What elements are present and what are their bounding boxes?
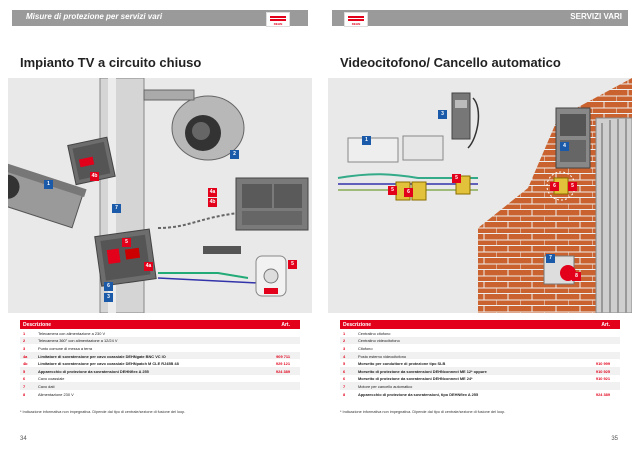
row-number: 2	[23, 338, 26, 344]
table-row	[20, 359, 300, 367]
row-description: Cavo coassiale	[38, 376, 65, 382]
table-row	[20, 375, 300, 383]
label-7: 7	[546, 254, 555, 263]
row-number: 4a	[23, 353, 28, 359]
label-5-socket: 5	[288, 260, 297, 269]
row-description: Centralino citofono	[358, 330, 391, 336]
left-page-number: 34	[20, 436, 27, 442]
label-5: 5	[388, 186, 397, 195]
table-header	[20, 320, 300, 329]
right-page-title: Videocitofono/ Cancello automatico	[340, 55, 561, 70]
row-number: 2	[343, 338, 346, 344]
col-descrizione: Descrizione	[23, 322, 52, 328]
row-article: 910 999	[595, 361, 610, 367]
label-4: 4	[560, 142, 569, 151]
label-4a-top: 4a	[209, 189, 216, 195]
row-description: Motore per cancello automatico	[358, 383, 413, 389]
label-5-c: 5	[568, 182, 577, 191]
label-3: 3	[104, 293, 113, 302]
dehn-logo-right	[344, 12, 368, 27]
label-6: 6	[404, 188, 413, 197]
row-description: Punto comune di messa a terra	[38, 345, 93, 351]
right-footnote: * Indicazione informativa non impegnativa. Dipende dal tipo di centrale/sezione di fusione del loop.	[340, 410, 506, 414]
right-header-bar	[332, 10, 628, 26]
row-article: 910 925	[595, 368, 610, 374]
label-6: 6	[104, 282, 113, 291]
row-description: Telecamera con alimentazione a 230 V	[38, 330, 106, 336]
row-description: Alimentazione 230 V	[38, 391, 74, 397]
col-descrizione-right: Descrizione	[343, 322, 372, 328]
cctv-drawing	[8, 78, 312, 313]
col-art: Art.	[281, 322, 290, 328]
row-description: Centralino videocitofono	[358, 338, 400, 344]
row-description: Morsetto di protezione da sovratensioni DEHNconnect ME 12* oppure	[358, 368, 487, 374]
table-row	[340, 337, 620, 345]
table-header-right	[340, 320, 620, 329]
table-row	[20, 390, 300, 398]
label-8: 8	[572, 272, 581, 281]
right-parts-table	[340, 320, 620, 397]
row-description: Apparecchio di protezione da sovratensioni DEHNflex A 255	[38, 368, 149, 374]
table-row	[340, 352, 620, 360]
row-number: 6	[343, 368, 346, 374]
row-number: 3	[343, 345, 346, 351]
row-description: Morsetto per conduttore di protezione tipo SLB	[358, 361, 446, 367]
row-description: Morsetto di protezione da sovratensioni DEHNconnect ME 24*	[358, 376, 473, 382]
table-row	[20, 344, 300, 352]
label-1: 1	[362, 136, 371, 145]
left-page-title: Impianto TV a circuito chiuso	[20, 55, 202, 70]
table-row	[20, 352, 300, 360]
table-row	[340, 390, 620, 398]
row-number: 5	[23, 368, 26, 374]
row-description: Apparecchio di protezione da sovratensioni, tipo DEHNflex A 255	[358, 391, 479, 397]
row-article: 909 711	[276, 353, 290, 359]
label-1: 1	[44, 180, 53, 189]
label-5: 5	[122, 238, 131, 247]
table-row	[340, 344, 620, 352]
table-row	[20, 367, 300, 375]
row-number: 1	[343, 330, 346, 336]
table-row	[340, 382, 620, 390]
row-number: 7	[23, 383, 26, 389]
row-number: 8	[343, 391, 346, 397]
label-4a: 4a	[145, 263, 152, 269]
row-number: 1	[23, 330, 26, 336]
row-number: 8	[23, 391, 26, 397]
table-row	[20, 382, 300, 390]
table-row	[20, 337, 300, 345]
cctv-illustration	[8, 78, 312, 313]
left-header-bar	[12, 10, 308, 26]
right-page	[320, 0, 640, 453]
row-description: Limitatore di sovratensione per cavo coassiale DEHNgate BNC VC IO	[38, 353, 166, 359]
left-footnote: * Indicazione informativa non impegnativa. Dipende dal tipo di centrale/sezione di fusione del loop.	[20, 410, 186, 414]
table-row	[20, 329, 300, 337]
left-header-text: Misure di protezione per servizi vari	[26, 12, 163, 21]
intercom-illustration	[328, 78, 632, 313]
label-3: 3	[438, 110, 447, 119]
col-art-right: Art.	[601, 322, 610, 328]
row-number: 4	[343, 353, 346, 359]
row-number: 6	[23, 376, 26, 382]
row-description: Posto esterno videocitofono	[358, 353, 407, 359]
dehn-logo	[266, 12, 290, 27]
row-number: 5	[343, 361, 346, 367]
row-number: 3	[23, 345, 26, 351]
row-article: 924 389	[275, 368, 290, 374]
row-description: Cavo dati	[38, 383, 55, 389]
label-6-b: 6	[550, 182, 559, 191]
logo-text-right: DEHN	[351, 22, 361, 26]
label-4b: 4b	[91, 173, 98, 179]
row-number: 4b	[23, 361, 28, 367]
table-row	[340, 375, 620, 383]
table-row	[340, 367, 620, 375]
row-description: Citofono	[358, 345, 373, 351]
label-4b-top: 4b	[209, 199, 216, 205]
left-parts-table	[20, 320, 300, 397]
row-description: Telecamera 360° con alimentazione a 12/24 V	[38, 338, 118, 344]
label-2: 2	[230, 150, 239, 159]
row-article: 929 121	[275, 361, 290, 367]
label-7: 7	[112, 204, 121, 213]
row-number: 7	[343, 383, 346, 389]
right-page-number: 35	[611, 436, 618, 442]
row-article: 910 921	[595, 376, 610, 382]
label-5-b: 5	[452, 174, 461, 183]
right-header-text: SERVIZI VARI	[570, 12, 622, 21]
table-row	[340, 359, 620, 367]
intercom-drawing	[328, 78, 632, 313]
logo-text: DEHN	[273, 22, 283, 26]
table-row	[340, 329, 620, 337]
row-number: 6	[343, 376, 346, 382]
row-article: 924 389	[595, 391, 610, 397]
row-description: Limitatore di sovratensione per cavo coassiale DEHNpatch M CLE RJ45B 48	[38, 361, 179, 367]
